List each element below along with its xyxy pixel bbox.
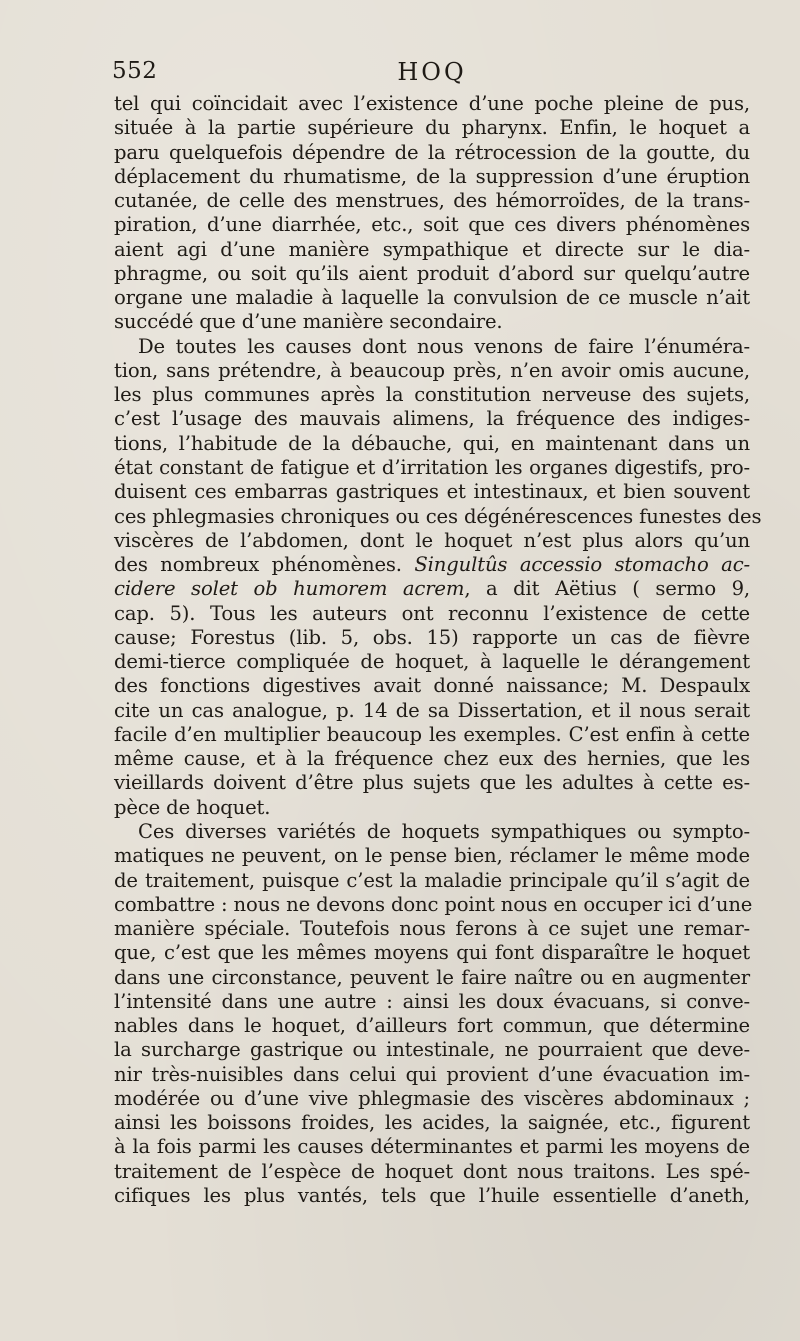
- text-line: De toutes les causes dont nous venons de faire l’énuméra-: [138, 334, 750, 358]
- text-line: manière spéciale. Toutefois nous ferons à ce sujet une remar-: [114, 917, 750, 941]
- running-head: HOQ: [397, 58, 467, 86]
- text-line: située à la partie supérieure du pharynx. Enfin, le hoquet a: [114, 116, 750, 140]
- text-line: la surcharge gastrique ou intestinale, ne pourraient que deve-: [114, 1038, 750, 1062]
- text-segment: des nombreux phénomènes.: [114, 553, 402, 577]
- text-line: cutanée, de celle des menstrues, des hémorroïdes, de la trans-: [114, 189, 750, 213]
- text-line: dans une circonstance, peuvent le faire naître ou en augmenter: [114, 965, 750, 989]
- text-line: l’intensité dans une autre : ainsi les doux évacuans, si conve-: [114, 989, 750, 1013]
- text-line: c’est l’usage des mauvais alimens, la fréquence des indiges-: [114, 407, 750, 431]
- text-line: nir très-nuisibles dans celui qui provient d’une évacuation im-: [114, 1062, 750, 1086]
- text-line: matiques ne peuvent, on le pense bien, réclamer le même mode: [114, 844, 750, 868]
- text-line: ces phlegmasies chroniques ou ces dégénérescences funestes des: [114, 504, 762, 528]
- text-line: de traitement, puisque c’est la maladie principale qu’il s’agit de: [114, 868, 750, 892]
- text-line: que, c’est que les mêmes moyens qui font disparaître le hoquet: [114, 941, 750, 965]
- text-line: demi-tierce compliquée de hoquet, à laquelle le dérangement: [114, 650, 750, 674]
- page-header: [112, 58, 752, 88]
- text-line: cite un cas analogue, p. 14 de sa Dissertation, et il nous serait: [114, 698, 750, 722]
- text-line: pèce de hoquet.: [114, 795, 271, 819]
- text-line: Ces diverses variétés de hoquets sympathiques ou sympto-: [138, 819, 750, 843]
- text-line: organe une maladie à laquelle la convulsion de ce muscle n’ait: [114, 286, 750, 310]
- text-line: déplacement du rhumatisme, de la suppression d’une éruption: [114, 164, 750, 188]
- text-line: combattre : nous ne devons donc point nous en occuper ici d’une: [114, 892, 753, 916]
- text-line: ainsi les boissons froides, les acides, la saignée, etc., figurent: [114, 1111, 750, 1135]
- text-line: tion, sans prétendre, à beaucoup près, n’en avoir omis aucune,: [114, 358, 750, 382]
- text-line: cifiques les plus vantés, tels que l’huile essentielle d’aneth,: [114, 1183, 750, 1207]
- text-line: les plus communes après la constitution nerveuse des sujets,: [114, 383, 750, 407]
- page-number: 552: [112, 58, 158, 84]
- latin-quote: Singultûs accessio stomacho ac-: [414, 553, 750, 577]
- text-line: nables dans le hoquet, d’ailleurs fort commun, que détermine: [114, 1014, 750, 1038]
- body-text: [114, 92, 762, 1208]
- text-line: piration, d’une diarrhée, etc., soit que ces divers phénomènes: [114, 213, 750, 237]
- text-line: vieillards doivent d’être plus sujets que les adultes à cette es-: [114, 771, 750, 795]
- text-line: paru quelquefois dépendre de la rétrocession de la goutte, du: [114, 140, 750, 164]
- text-line: [114, 577, 750, 601]
- text-line: modérée ou d’une vive phlegmasie des viscères abdominaux ;: [114, 1086, 750, 1110]
- text-line: cap. 5). Tous les auteurs ont reconnu l’existence de cette: [114, 601, 750, 625]
- text-line: viscères de l’abdomen, dont le hoquet n’est plus alors qu’un: [114, 528, 750, 552]
- latin-quote: cidere solet ob humorem acrem: [114, 577, 465, 601]
- text-line: traitement de l’espèce de hoquet dont nous traitons. Les spé-: [114, 1159, 750, 1183]
- text-line: cause; Forestus (lib. 5, obs. 15) rapporte un cas de fièvre: [114, 625, 750, 649]
- text-line: tions, l’habitude de la débauche, qui, en maintenant dans un: [114, 431, 750, 455]
- text-line: à la fois parmi les causes déterminantes et parmi les moyens de: [114, 1135, 750, 1159]
- text-line: état constant de fatigue et d’irritation les organes digestifs, pro-: [114, 455, 750, 479]
- text-line: des fonctions digestives avait donné naissance; M. Despaulx: [114, 674, 750, 698]
- text-line: phragme, ou soit qu’ils aient produit d’abord sur quelqu’autre: [114, 261, 750, 285]
- text-line: [114, 553, 750, 577]
- text-segment: , a dit Aëtius ( sermo 9,: [464, 577, 750, 601]
- text-line: succédé que d’une manière secondaire.: [114, 310, 503, 334]
- text-line: tel qui coïncidait avec l’existence d’une poche pleine de pus,: [114, 92, 750, 115]
- text-line: duisent ces embarras gastriques et intestinaux, et bien souvent: [114, 480, 750, 504]
- text-line: aient agi d’une manière sympathique et directe sur le dia-: [114, 237, 750, 261]
- text-line: facile d’en multiplier beaucoup les exemples. C’est enfin à cette: [114, 722, 750, 746]
- text-line: même cause, et à la fréquence chez eux des hernies, que les: [114, 747, 750, 771]
